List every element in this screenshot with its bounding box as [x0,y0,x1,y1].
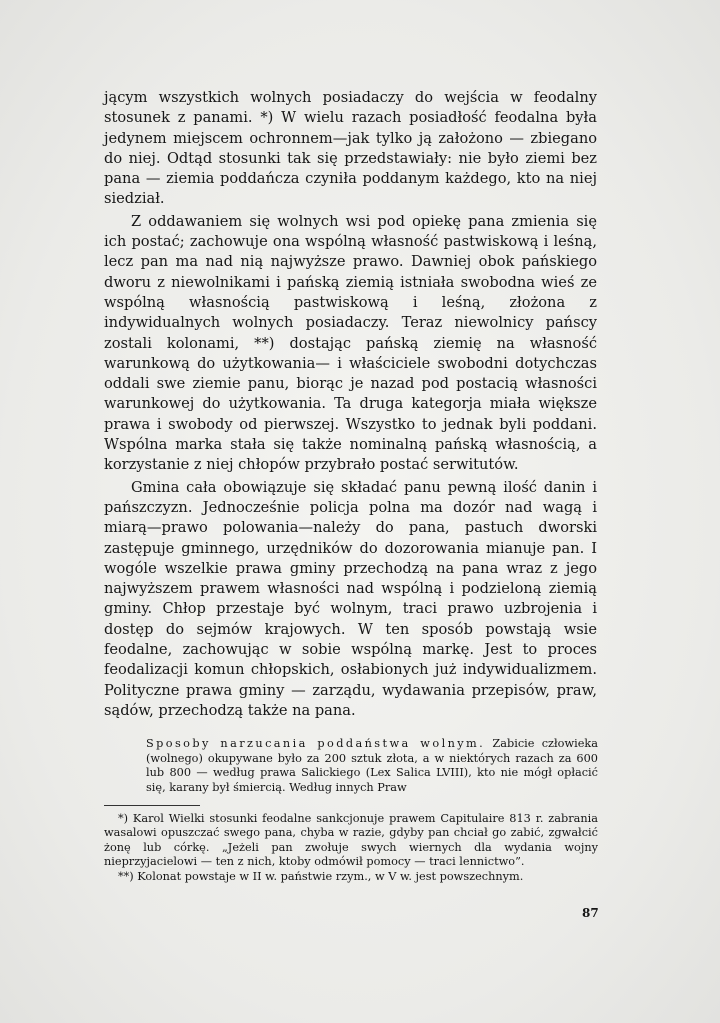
footnotes [104,812,598,884]
paragraph-2: Z oddawaniem się wolnych wsi pod opiekę pana zmienia się ich postać; zachowuje ona wspólną własność pastwiskową i leśną, lecz pan ma nad nią najwyższe prawo. Dawniej obok pańskiego dworu z niewolnikami i pańską ziemią istniała swobodna wieś ze wspólną własnością pastwiskową i leśną, złożona z indywidualnych wolnych posiadaczy. Teraz niewolnicy pańscy zostali kolonami, **) dostając pańską ziemię na własność warunkową do użytkowania— i właściciele swobodni dotychczas oddali swe ziemie panu, biorąc je nazad pod postacią własności warunkowej do użytkowania. Ta druga kategorja miała większe prawa i swobody od pierwszej. Wszystko to jednak byli poddani. Wspólna marka stała się także nominalną pańską własnością, a korzystanie z niej chłopów przybrało postać serwitutów. [104,212,597,474]
inline-note-lead: Sposoby narzucania poddaństwa wolnym. [146,737,486,750]
inline-note-text: Zabicie człowieka (wolnego) okupywane było za 200 sztuk złota, a w niektórych razach za 600 lub 800 — według prawa Salickiego (Lex Salica LVIII), kto nie mógł opłacić się, karany był śmiercią. Według innych Praw [146,737,598,794]
footnote-2: **) Kolonat powstaje w II w. państwie rzym., w V w. jest powszechnym. [118,869,524,883]
paragraph-1: jącym wszystkich wolnych posiadaczy do wejścia w feodalny stosunek z panami. *) W wielu razach posiadłość feodalna była jedynem miejscem ochronnem—jak tylko ją założono — zbiegano do niej. Odtąd stosunki tak się przedstawiały: nie było ziemi bez pana — ziemia poddańcza czyniła poddanym każdego, kto na niej siedział. [104,89,597,208]
main-text [104,88,597,721]
footnote-1: *) Karol Wielki stosunki feodalne sankcjonuje prawem Capitulaire 813 r. zabrania wasalowi opuszczać swego pana, chyba w razie, gdyby pan chciał go zabić, zgwałcić żonę lub córkę. „Jeżeli pan zwołuje swych wiernych dla wydania wojny nieprzyjacielowi — ten z nich, ktoby odmówił pomocy — traci lennictwo”. [104,812,598,869]
inline-note [146,737,598,795]
paragraph-3: Gmina cała obowiązuje się składać panu pewną ilość danin i pańszczyzn. Jednocześnie policja polna ma dozór nad wagą i miarą—prawo polowania—należy do pana, pastuch dworski zastępuje gminnego, urzędników do dozorowania mianuje pan. I wogóle wszelkie prawa gminy przechodzą na pana wraz z jego najwyższem prawem własności nad wspólną i podzieloną ziemią gminy. Chłop przestaje być wolnym, traci prawo uzbrojenia i dostęp do sejmów krajowych. W ten sposób powstają wsie feodalne, zachowując w sobie wspólną markę. Jest to proces feodalizacji komun chłopskich, osłabionych już indywidualizmem. Polityczne prawa gminy — zarządu, wydawania przepisów, praw, sądów, przechodzą także na pana. [104,478,597,719]
page-number: 87 [582,906,599,920]
footnote-divider [104,805,200,806]
